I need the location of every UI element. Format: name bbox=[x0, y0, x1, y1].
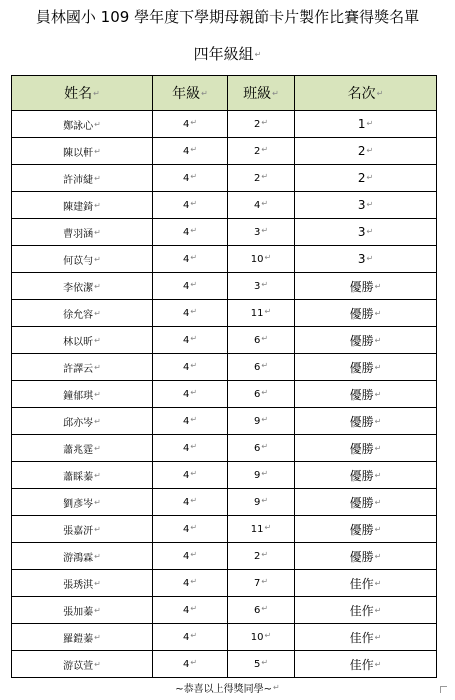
table-row bbox=[12, 111, 437, 138]
cell-grade: 4↵ bbox=[153, 462, 228, 489]
table-row bbox=[12, 354, 437, 381]
table-header-row bbox=[12, 76, 437, 111]
cell-name: 曹羽涵↵ bbox=[12, 219, 153, 246]
cell-rank: 優勝↵ bbox=[295, 273, 437, 300]
cell-name: 劉彥岑↵ bbox=[12, 489, 153, 516]
award-table bbox=[11, 75, 437, 678]
cell-class: 10↵ bbox=[228, 624, 295, 651]
cell-class: 3↵ bbox=[228, 273, 295, 300]
cell-rank: 3↵ bbox=[295, 192, 437, 219]
cell-grade: 4↵ bbox=[153, 138, 228, 165]
cell-name: 游鴻霖↵ bbox=[12, 543, 153, 570]
cell-class: 4↵ bbox=[228, 192, 295, 219]
cell-name: 游苡萱↵ bbox=[12, 651, 153, 678]
cell-name: 張加蓁↵ bbox=[12, 597, 153, 624]
cell-name: 邱亦岑↵ bbox=[12, 408, 153, 435]
cell-rank: 優勝↵ bbox=[295, 327, 437, 354]
cell-class: 9↵ bbox=[228, 408, 295, 435]
table-row bbox=[12, 516, 437, 543]
cell-grade: 4↵ bbox=[153, 354, 228, 381]
cell-name: 陳以軒↵ bbox=[12, 138, 153, 165]
cell-rank: 優勝↵ bbox=[295, 408, 437, 435]
cell-rank: 優勝↵ bbox=[295, 516, 437, 543]
table-row bbox=[12, 300, 437, 327]
table-row bbox=[12, 543, 437, 570]
cell-grade: 4↵ bbox=[153, 516, 228, 543]
cell-grade: 4↵ bbox=[153, 327, 228, 354]
cell-grade: 4↵ bbox=[153, 111, 228, 138]
document-title bbox=[0, 6, 455, 27]
table-row bbox=[12, 246, 437, 273]
title-text: 員林國小 109 學年度下學期母親節卡片製作比賽得獎名單 bbox=[35, 8, 420, 26]
table-row bbox=[12, 651, 437, 678]
cell-class: 6↵ bbox=[228, 381, 295, 408]
table-row bbox=[12, 273, 437, 300]
table-row bbox=[12, 624, 437, 651]
cell-rank: 1↵ bbox=[295, 111, 437, 138]
cell-rank: 2↵ bbox=[295, 138, 437, 165]
cell-name: 鄭詠心↵ bbox=[12, 111, 153, 138]
cell-class: 6↵ bbox=[228, 597, 295, 624]
cell-name: 陳建錡↵ bbox=[12, 192, 153, 219]
cell-grade: 4↵ bbox=[153, 219, 228, 246]
cell-name: 羅鎧蓁↵ bbox=[12, 624, 153, 651]
cell-grade: 4↵ bbox=[153, 408, 228, 435]
table-row bbox=[12, 462, 437, 489]
cell-class: 11↵ bbox=[228, 300, 295, 327]
cell-rank: 優勝↵ bbox=[295, 435, 437, 462]
cell-class: 2↵ bbox=[228, 138, 295, 165]
header-name: 姓名↵ bbox=[12, 76, 153, 111]
table-row bbox=[12, 435, 437, 462]
subtitle-text: 四年級組 bbox=[193, 45, 254, 63]
header-rank: 名次↵ bbox=[295, 76, 437, 111]
footer-note: ~恭喜以上得獎同學~↵ bbox=[175, 683, 280, 695]
page-corner-mark bbox=[440, 686, 447, 693]
cell-name: 張嘉汧↵ bbox=[12, 516, 153, 543]
cell-class: 10↵ bbox=[228, 246, 295, 273]
cell-rank: 佳作↵ bbox=[295, 624, 437, 651]
cell-grade: 4↵ bbox=[153, 246, 228, 273]
cell-name: 許沛緁↵ bbox=[12, 165, 153, 192]
cell-rank: 3↵ bbox=[295, 246, 437, 273]
cell-name: 李依潔↵ bbox=[12, 273, 153, 300]
cell-name: 蕭睬蓁↵ bbox=[12, 462, 153, 489]
paragraph-mark: ↵ bbox=[254, 50, 262, 59]
cell-grade: 4↵ bbox=[153, 570, 228, 597]
cell-rank: 3↵ bbox=[295, 219, 437, 246]
cell-rank: 佳作↵ bbox=[295, 597, 437, 624]
cell-class: 9↵ bbox=[228, 489, 295, 516]
table-row bbox=[12, 219, 437, 246]
header-class: 班級↵ bbox=[228, 76, 295, 111]
cell-grade: 4↵ bbox=[153, 651, 228, 678]
cell-class: 6↵ bbox=[228, 435, 295, 462]
table-row bbox=[12, 408, 437, 435]
cell-name: 林以昕↵ bbox=[12, 327, 153, 354]
cell-grade: 4↵ bbox=[153, 543, 228, 570]
cell-class: 3↵ bbox=[228, 219, 295, 246]
table-row bbox=[12, 327, 437, 354]
table-row bbox=[12, 381, 437, 408]
cell-class: 2↵ bbox=[228, 543, 295, 570]
cell-grade: 4↵ bbox=[153, 489, 228, 516]
cell-rank: 優勝↵ bbox=[295, 354, 437, 381]
table-row bbox=[12, 489, 437, 516]
cell-rank: 2↵ bbox=[295, 165, 437, 192]
award-table-body bbox=[12, 111, 437, 678]
cell-class: 5↵ bbox=[228, 651, 295, 678]
cell-grade: 4↵ bbox=[153, 435, 228, 462]
cell-class: 6↵ bbox=[228, 327, 295, 354]
cell-name: 鐘郁琪↵ bbox=[12, 381, 153, 408]
cell-class: 2↵ bbox=[228, 165, 295, 192]
cell-rank: 佳作↵ bbox=[295, 570, 437, 597]
cell-grade: 4↵ bbox=[153, 192, 228, 219]
header-grade: 年級↵ bbox=[153, 76, 228, 111]
cell-rank: 優勝↵ bbox=[295, 543, 437, 570]
cell-name: 何苡勻↵ bbox=[12, 246, 153, 273]
cell-class: 11↵ bbox=[228, 516, 295, 543]
cell-grade: 4↵ bbox=[153, 300, 228, 327]
table-row bbox=[12, 597, 437, 624]
cell-rank: 優勝↵ bbox=[295, 381, 437, 408]
cell-grade: 4↵ bbox=[153, 597, 228, 624]
cell-class: 2↵ bbox=[228, 111, 295, 138]
cell-rank: 優勝↵ bbox=[295, 462, 437, 489]
cell-grade: 4↵ bbox=[153, 273, 228, 300]
footer-text: ~恭喜以上得獎同學~ bbox=[175, 684, 273, 695]
table-row bbox=[12, 138, 437, 165]
document-subtitle bbox=[0, 43, 455, 64]
cell-rank: 優勝↵ bbox=[295, 489, 437, 516]
cell-rank: 佳作↵ bbox=[295, 651, 437, 678]
cell-class: 6↵ bbox=[228, 354, 295, 381]
cell-grade: 4↵ bbox=[153, 624, 228, 651]
cell-name: 許譯云↵ bbox=[12, 354, 153, 381]
cell-name: 蕭兆霆↵ bbox=[12, 435, 153, 462]
cell-class: 7↵ bbox=[228, 570, 295, 597]
cell-name: 張琇淇↵ bbox=[12, 570, 153, 597]
table-row bbox=[12, 570, 437, 597]
cell-grade: 4↵ bbox=[153, 381, 228, 408]
cell-class: 9↵ bbox=[228, 462, 295, 489]
table-row bbox=[12, 165, 437, 192]
cell-grade: 4↵ bbox=[153, 165, 228, 192]
cell-rank: 優勝↵ bbox=[295, 300, 437, 327]
table-row bbox=[12, 192, 437, 219]
cell-name: 徐允容↵ bbox=[12, 300, 153, 327]
